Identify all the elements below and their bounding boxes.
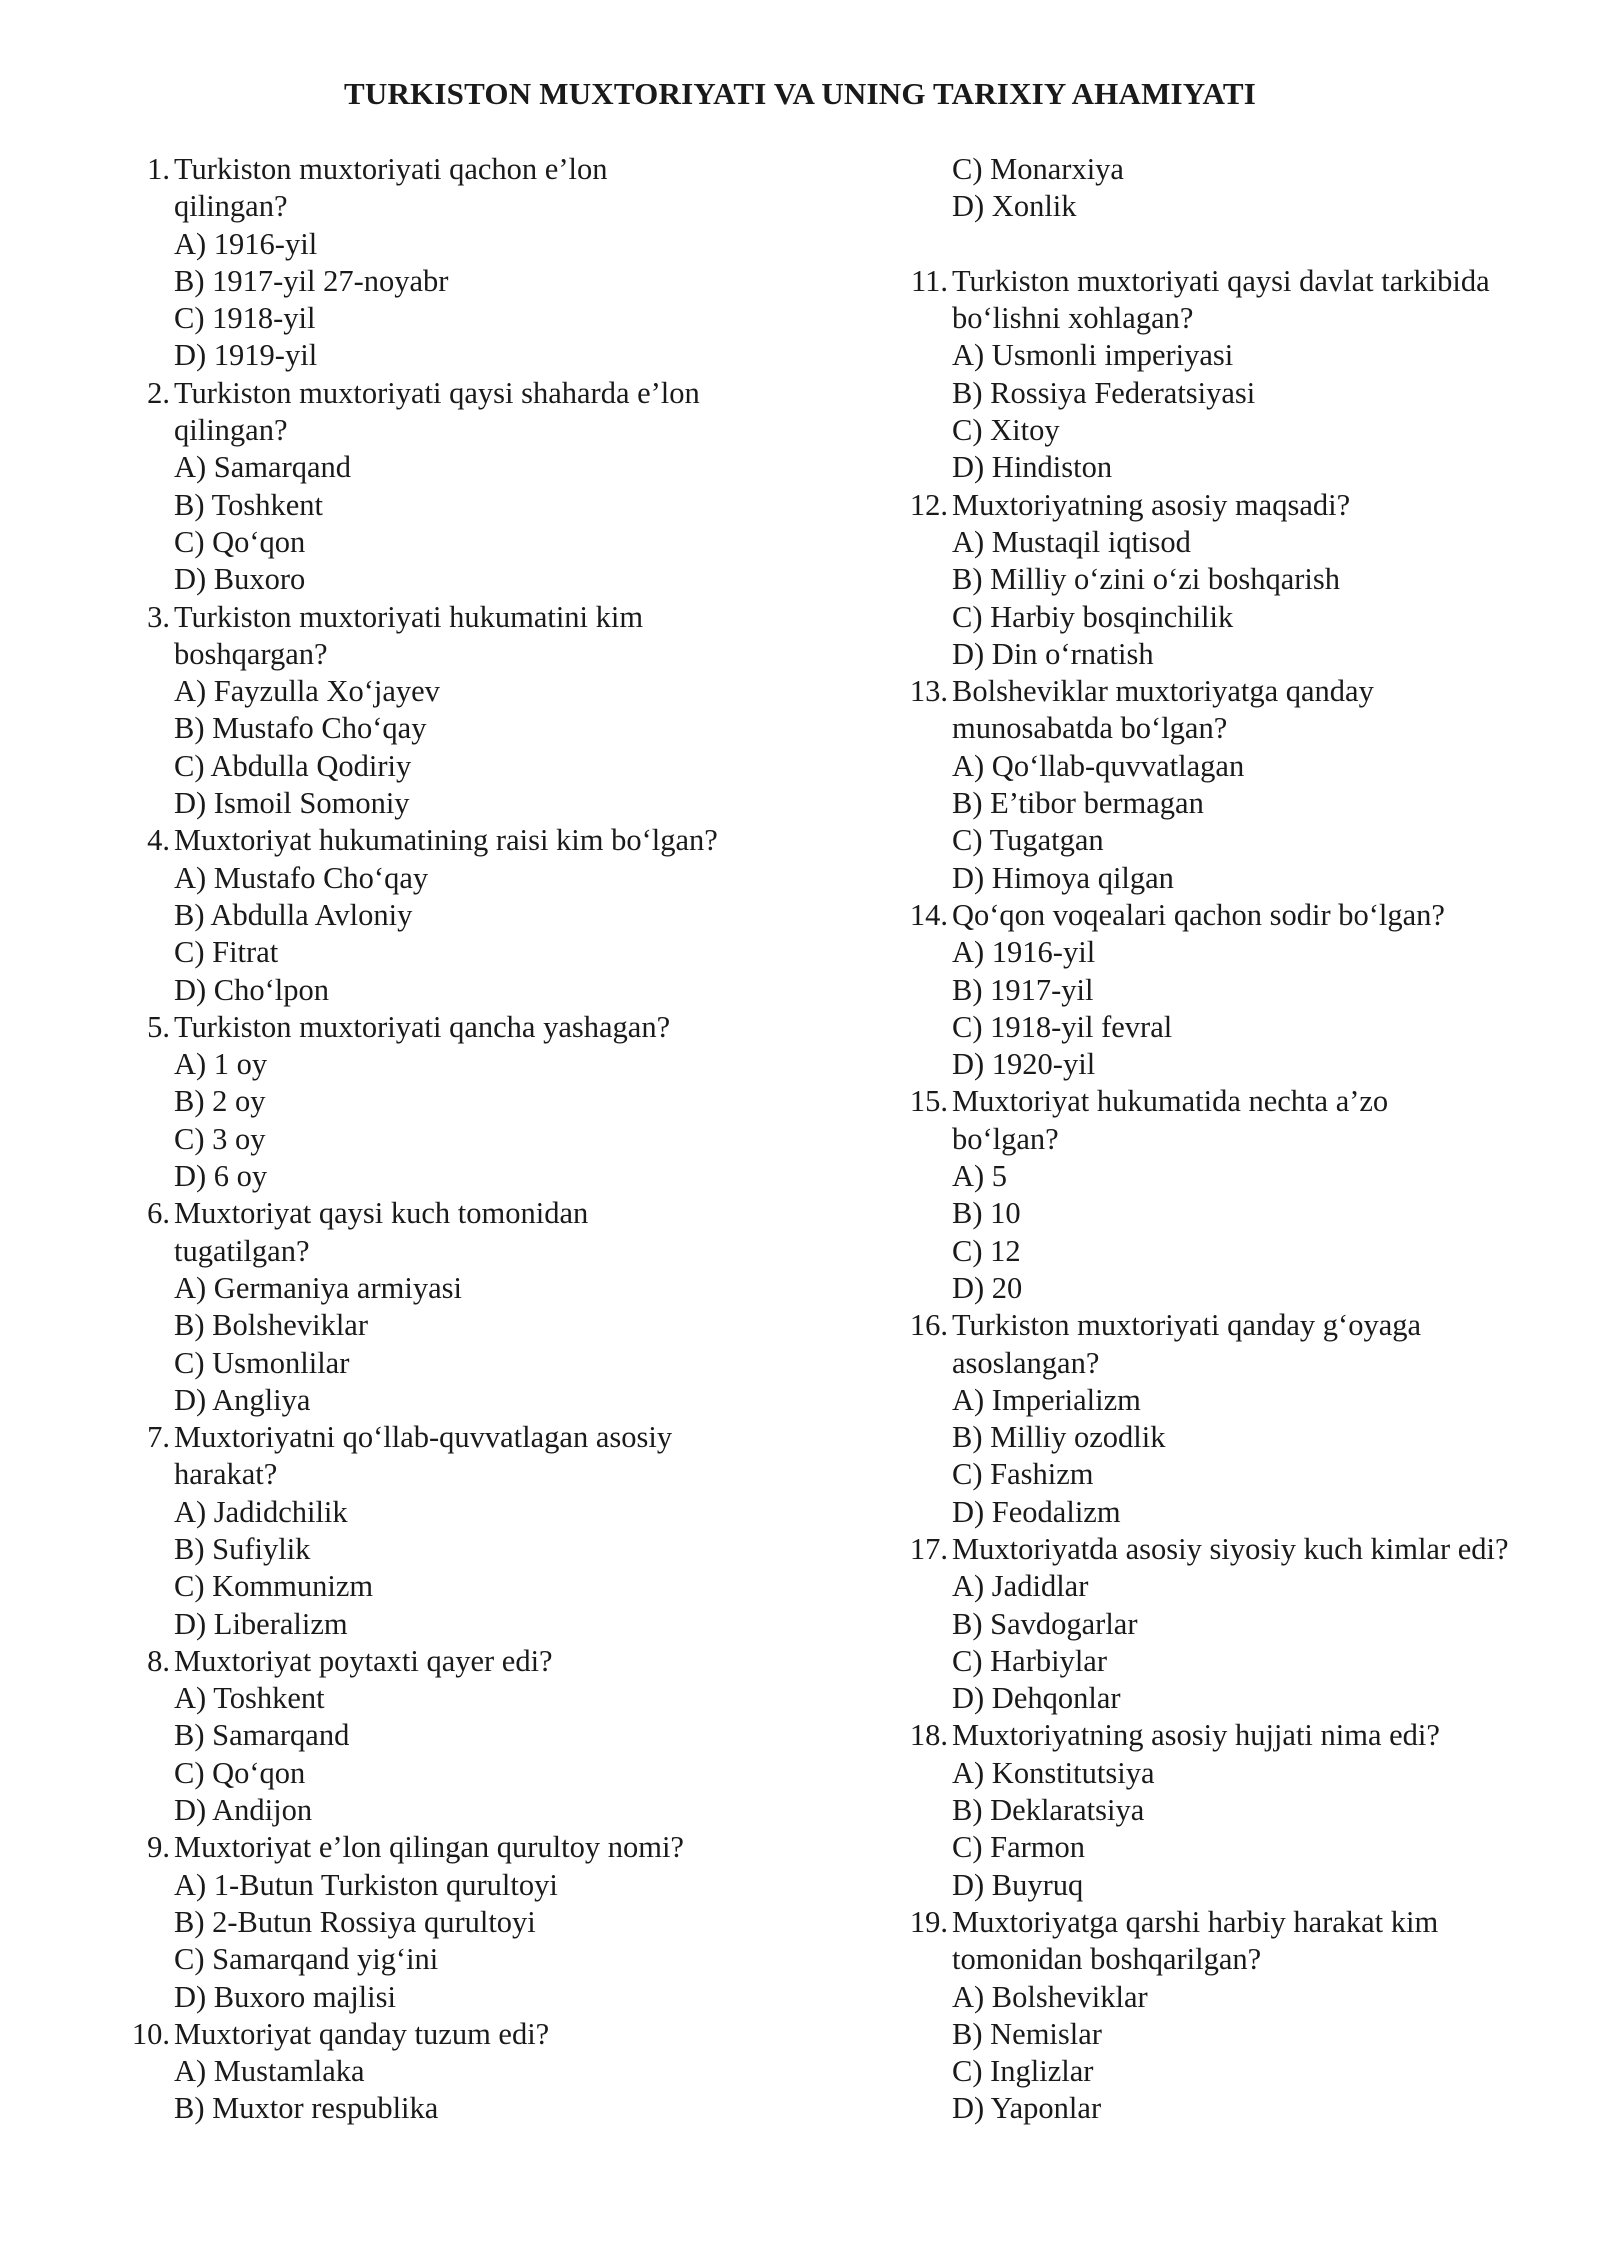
question-item — [900, 1083, 1540, 1307]
answer-option: A) Imperializm — [952, 1382, 1141, 1417]
page-title: TURKISTON MUXTORIYATI VA UNING TARIXIY AHAMIYATI — [344, 76, 1256, 111]
question-text: Turkiston muxtoriyati hukumatini kim boshqargan? — [174, 599, 644, 671]
question-number: 19. — [909, 1904, 948, 1939]
question-item — [122, 1643, 762, 1829]
right-column — [900, 151, 1540, 2128]
answer-option: B) Nemislar — [952, 2016, 1102, 2051]
answer-option: D) Feodalizm — [952, 1494, 1121, 1529]
answer-option: C) Harbiy bosqinchilik — [952, 599, 1234, 634]
question-number: 6. — [147, 1196, 170, 1231]
answer-option: D) Angliya — [174, 1382, 311, 1417]
question-number: 18. — [909, 1718, 948, 1753]
answer-option: D) Liberalizm — [174, 1606, 348, 1641]
left-column — [122, 151, 762, 2128]
question-continuation — [900, 151, 1540, 226]
answer-option: B) 2-Butun Rossiya qurultoyi — [174, 1904, 536, 1939]
question-text: Muxtoriyat hukumatida nechta a’zo bo‘lgan? — [952, 1084, 1389, 1156]
question-text: Muxtoriyat poytaxti qayer edi? — [174, 1643, 553, 1678]
question-text: Muxtoriyatda asosiy siyosiy kuch kimlar edi? — [952, 1531, 1509, 1566]
answer-option: B) 10 — [952, 1196, 1021, 1231]
question-text: Turkiston muxtoriyati qanday g‘oyaga asoslangan? — [952, 1308, 1422, 1380]
question-item — [122, 1009, 762, 1195]
answer-option: B) Rossiya Federatsiyasi — [952, 375, 1256, 410]
answer-option: A) Mustafo Cho‘qay — [174, 860, 429, 895]
question-item — [900, 487, 1540, 673]
answer-option: C) Xitoy — [952, 413, 1060, 448]
question-item — [122, 375, 762, 599]
answer-option: B) Muxtor respublika — [174, 2091, 439, 2126]
answer-option: D) Cho‘lpon — [174, 972, 330, 1007]
answer-option: C) 3 oy — [174, 1121, 266, 1156]
answer-option: B) 1917-yil 27-noyabr — [174, 263, 449, 298]
answer-option: D) 20 — [952, 1270, 1023, 1305]
answer-option: A) 1 oy — [174, 1047, 268, 1082]
answer-option: C) Harbiylar — [952, 1643, 1107, 1678]
question-number: 3. — [147, 599, 170, 634]
question-number: 4. — [147, 823, 170, 858]
question-text: Muxtoriyat e’lon qilingan qurultoy nomi? — [174, 1830, 684, 1865]
answer-option: A) 1916-yil — [174, 226, 318, 261]
answer-option: C) Monarxiya — [952, 152, 1124, 186]
question-text: Turkiston muxtoriyati qaysi davlat tarkibida bo‘lishni xohlagan? — [952, 263, 1490, 336]
question-number: 11. — [911, 263, 948, 298]
question-item — [900, 1904, 1540, 2128]
answer-option: C) Fashizm — [952, 1457, 1094, 1492]
question-number: 16. — [909, 1308, 948, 1343]
question-item — [900, 1307, 1540, 1531]
answer-option: D) 1919-yil — [174, 338, 318, 373]
question-item — [900, 897, 1540, 1083]
answer-option: D) Din o‘rnatish — [952, 636, 1154, 671]
question-number: 1. — [147, 152, 170, 186]
answer-option: D) Buxoro majlisi — [174, 1979, 396, 2014]
question-number: 8. — [147, 1643, 170, 1678]
question-item — [122, 1419, 762, 1643]
answer-option: C) Qo‘qon — [174, 1755, 306, 1790]
answer-option: B) E’tibor bermagan — [952, 786, 1204, 821]
answer-option: B) Toshkent — [174, 487, 323, 522]
question-number: 9. — [147, 1830, 170, 1865]
answer-option: D) Himoya qilgan — [952, 860, 1174, 895]
question-text: Turkiston muxtoriyati qachon e’lon qilingan? — [174, 152, 608, 224]
question-text: Turkiston muxtoriyati qaysi shaharda e’lon qilingan? — [174, 375, 700, 448]
question-text: Muxtoriyat qaysi kuch tomonidan tugatilgan? — [174, 1196, 589, 1268]
answer-option: A) Samarqand — [174, 450, 352, 485]
answer-option: A) Germaniya armiyasi — [174, 1270, 462, 1305]
question-number: 12. — [909, 487, 948, 522]
answer-option: A) Mustamlaka — [174, 2054, 365, 2089]
question-item — [122, 599, 762, 823]
answer-option: A) 1916-yil — [952, 935, 1096, 970]
answer-option: C) Kommunizm — [174, 1569, 374, 1604]
question-text: Muxtoriyatning asosiy maqsadi? — [952, 487, 1351, 522]
question-text: Muxtoriyatga qarshi harbiy harakat kim tomonidan boshqarilgan? — [952, 1904, 1439, 1977]
answer-option: C) 1918-yil fevral — [952, 1009, 1173, 1044]
answer-option: A) Usmonli imperiyasi — [952, 338, 1234, 373]
answer-option: D) Buyruq — [952, 1867, 1084, 1902]
answer-option: D) Xonlik — [952, 189, 1077, 224]
question-item — [122, 1829, 762, 2015]
question-text: Muxtoriyat qanday tuzum edi? — [174, 2016, 550, 2051]
answer-option: B) Bolsheviklar — [174, 1308, 368, 1343]
question-item — [900, 673, 1540, 897]
question-number: 17. — [909, 1531, 948, 1566]
answer-option: C) 12 — [952, 1233, 1021, 1268]
answer-option: B) Sufiylik — [174, 1531, 311, 1566]
answer-option: A) Toshkent — [174, 1681, 325, 1716]
blank-line — [900, 226, 1540, 263]
answer-option: C) Inglizlar — [952, 2054, 1094, 2089]
answer-option: C) Abdulla Qodiriy — [174, 748, 412, 783]
question-item — [900, 1531, 1540, 1717]
question-text: Turkiston muxtoriyati qancha yashagan? — [174, 1009, 671, 1044]
answer-option: D) Hindiston — [952, 450, 1113, 485]
question-item — [122, 151, 762, 375]
question-text: Bolsheviklar muxtoriyatga qanday munosabatda bo‘lgan? — [952, 674, 1374, 746]
answer-option: D) Andijon — [174, 1793, 313, 1828]
answer-option: C) Tugatgan — [952, 823, 1104, 858]
question-number: 15. — [909, 1084, 948, 1119]
answer-option: C) Fitrat — [174, 935, 279, 970]
answer-option: A) Jadidlar — [952, 1569, 1089, 1604]
answer-option: B) Savdogarlar — [952, 1606, 1138, 1641]
question-item — [122, 1195, 762, 1419]
question-number: 10. — [131, 2016, 170, 2051]
answer-option: A) 5 — [952, 1159, 1008, 1194]
answer-option: A) Konstitutsiya — [952, 1755, 1155, 1790]
question-number: 13. — [909, 674, 948, 709]
question-number: 7. — [147, 1420, 170, 1455]
answer-option: B) Milliy ozodlik — [952, 1420, 1166, 1455]
question-text: Muxtoriyatning asosiy hujjati nima edi? — [952, 1718, 1440, 1753]
question-item — [900, 1717, 1540, 1903]
question-number: 14. — [909, 897, 948, 932]
answer-option: C) Usmonlilar — [174, 1345, 350, 1380]
answer-option: B) 2 oy — [174, 1084, 266, 1119]
answer-option: A) Bolsheviklar — [952, 1979, 1148, 2014]
answer-option: C) Qo‘qon — [174, 524, 306, 559]
answer-option: B) Milliy o‘zini o‘zi boshqarish — [952, 562, 1340, 597]
answer-option: A) 1-Butun Turkiston qurultoyi — [174, 1867, 558, 1902]
answer-option: B) Deklaratsiya — [952, 1793, 1145, 1828]
answer-option: B) 1917-yil — [952, 972, 1094, 1007]
answer-option: D) Yaponlar — [952, 2091, 1102, 2126]
answer-option: C) 1918-yil — [174, 301, 316, 336]
answer-option: D) 6 oy — [174, 1159, 268, 1194]
answer-option: C) Farmon — [952, 1830, 1086, 1865]
question-text: Muxtoriyatni qo‘llab-quvvatlagan asosiy harakat? — [174, 1420, 673, 1492]
answer-option: A) Mustaqil iqtisod — [952, 524, 1191, 559]
answer-option: D) Buxoro — [174, 562, 306, 597]
answer-option: D) Ismoil Somoniy — [174, 786, 410, 821]
question-number: 2. — [147, 375, 170, 410]
answer-option: C) Samarqand yig‘ini — [174, 1942, 439, 1977]
question-item — [122, 822, 762, 1008]
question-text: Muxtoriyat hukumatining raisi kim bo‘lgan? — [174, 823, 718, 858]
answer-option: D) Dehqonlar — [952, 1681, 1121, 1716]
answer-option: A) Qo‘llab-quvvatlagan — [952, 748, 1245, 783]
question-item — [122, 2016, 762, 2128]
answer-option: B) Samarqand — [174, 1718, 350, 1753]
answer-option: B) Mustafo Cho‘qay — [174, 711, 427, 746]
answer-option: A) Fayzulla Xo‘jayev — [174, 674, 440, 709]
question-number: 5. — [147, 1009, 170, 1044]
answer-option: A) Jadidchilik — [174, 1494, 348, 1529]
answer-option: D) 1920-yil — [952, 1047, 1096, 1082]
question-item — [900, 263, 1540, 487]
question-text: Qo‘qon voqealari qachon sodir bo‘lgan? — [952, 897, 1445, 932]
answer-option: B) Abdulla Avloniy — [174, 897, 413, 932]
